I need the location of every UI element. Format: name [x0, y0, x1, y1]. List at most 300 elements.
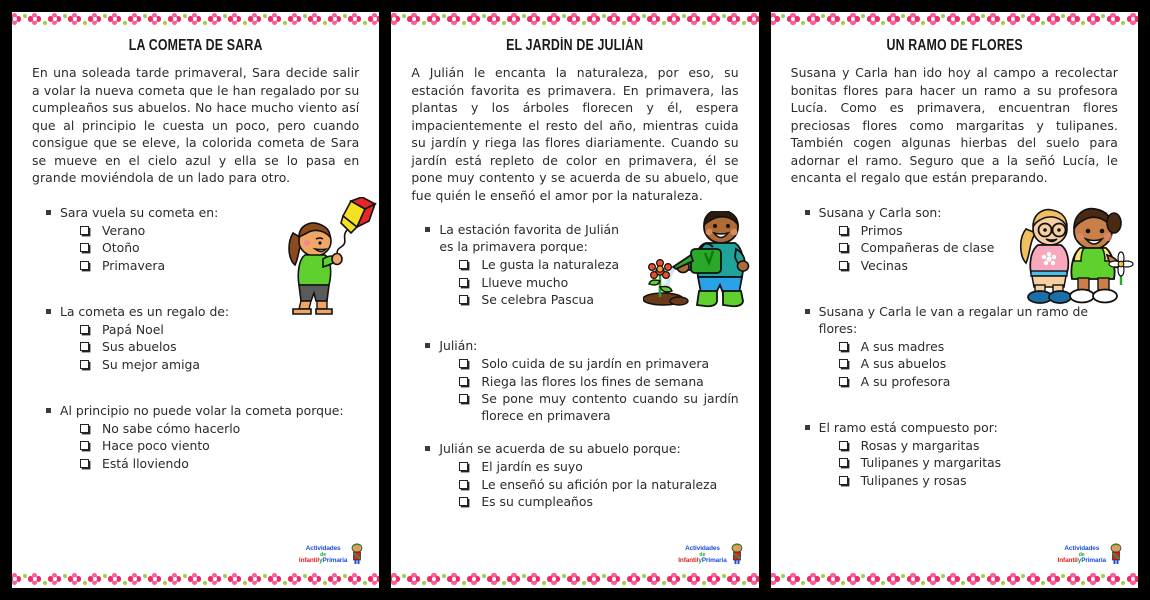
checkbox-icon[interactable]: [839, 226, 848, 235]
flower-icon: [627, 573, 640, 586]
flower-icon: [168, 13, 181, 26]
flower-icon: [527, 13, 540, 26]
leaf-dot-icon: [502, 21, 506, 25]
option-row[interactable]: [80, 437, 359, 454]
checkbox-icon[interactable]: [839, 359, 848, 368]
flower-icon: [927, 13, 940, 26]
logo-line-1: Actividades: [1064, 545, 1100, 553]
checkbox-icon[interactable]: [459, 480, 468, 489]
flower-icon: [208, 13, 221, 26]
checkbox-icon[interactable]: [839, 441, 848, 450]
option-row[interactable]: [80, 321, 359, 338]
option-label: Solo cuida de su jardín en primavera: [481, 356, 710, 371]
flower-icon: [627, 13, 640, 26]
checkbox-icon[interactable]: [80, 342, 89, 351]
question-stem-text: La cometa es un regalo de:: [60, 303, 230, 319]
flower-icon: [308, 13, 321, 26]
checkbox-icon[interactable]: [459, 462, 468, 471]
option-row[interactable]: [839, 355, 1118, 372]
question-block: [32, 402, 359, 472]
leaf-dot-icon: [1081, 581, 1085, 585]
flower-icon: [467, 573, 480, 586]
flower-icon: [567, 13, 580, 26]
leaf-dot-icon: [841, 581, 845, 585]
flower-icon: [48, 13, 61, 26]
worksheet-card-1: [12, 12, 379, 588]
leaf-dot-icon: [1121, 581, 1125, 585]
option-row[interactable]: [80, 338, 359, 355]
leaf-dot-icon: [941, 574, 945, 578]
leaf-dot-icon: [702, 21, 706, 25]
floral-border-top: [771, 12, 1138, 29]
leaf-dot-icon: [961, 581, 965, 585]
flower-icon: [1007, 573, 1020, 586]
flower-icon: [967, 13, 980, 26]
option-row[interactable]: [459, 274, 738, 291]
leaf-dot-icon: [343, 574, 347, 578]
flower-icon: [787, 573, 800, 586]
leaf-dot-icon: [323, 581, 327, 585]
option-label: A su profesora: [860, 373, 951, 389]
flower-icon: [607, 13, 620, 26]
checkbox-icon[interactable]: [459, 295, 468, 304]
floral-border-bottom: [12, 571, 379, 588]
checkbox-icon[interactable]: [839, 243, 848, 252]
leaf-dot-icon: [1001, 581, 1005, 585]
leaf-dot-icon: [781, 14, 785, 18]
leaf-dot-icon: [163, 21, 167, 25]
leaf-dot-icon: [1021, 574, 1025, 578]
flower-icon: [348, 573, 361, 586]
flower-icon: [787, 13, 800, 26]
checkbox-icon[interactable]: [839, 342, 848, 351]
flower-icon: [248, 13, 261, 26]
story-text: Susana y Carla han ido hoy al campo a recolectar bonitas flores para hacer un ramo a su profesora Lucía. Como es primavera, encuentran flores preciosas flores como margaritas y tulipanes. También cogen algunas hierbas del suelo para adornar el ramo. Seguro que a la señó Lucía, le encanta el regalo que están preparando.: [790, 65, 1118, 185]
flower-icon: [727, 573, 740, 586]
option-row[interactable]: [459, 355, 738, 372]
flower-icon: [1107, 13, 1120, 26]
leaf-dot-icon: [43, 581, 47, 585]
question-block: [411, 221, 738, 308]
leaf-dot-icon: [263, 14, 267, 18]
option-row[interactable]: [839, 338, 1118, 355]
option-row[interactable]: [80, 420, 359, 437]
logo-word-y: y: [319, 557, 323, 565]
flower-icon: [427, 13, 440, 26]
leaf-dot-icon: [482, 574, 486, 578]
leaf-dot-icon: [183, 14, 187, 18]
option-label: Está lloviendo: [102, 455, 189, 471]
leaf-dot-icon: [841, 21, 845, 25]
checkbox-icon[interactable]: [459, 497, 468, 506]
leaf-dot-icon: [921, 581, 925, 585]
leaf-dot-icon: [343, 14, 347, 18]
leaf-dot-icon: [1041, 581, 1045, 585]
option-label: Tulipanes y margaritas: [860, 455, 1002, 470]
checkbox-icon[interactable]: [459, 377, 468, 386]
leaf-dot-icon: [442, 574, 446, 578]
flower-icon: [128, 573, 141, 586]
floral-border-row: [391, 573, 758, 586]
flower-icon: [268, 13, 281, 26]
option-label: A sus madres: [860, 338, 945, 354]
option-label: A sus abuelos: [860, 356, 947, 371]
flower-icon: [328, 13, 341, 26]
leaf-dot-icon: [23, 14, 27, 18]
floral-border-row: [12, 13, 379, 26]
checkbox-icon[interactable]: [459, 359, 468, 368]
floral-border-bottom: [771, 571, 1138, 588]
checkbox-icon[interactable]: [839, 377, 848, 386]
leaf-dot-icon: [981, 14, 985, 18]
flower-icon: [1087, 13, 1100, 26]
option-row[interactable]: [459, 390, 738, 424]
card-body-1: [12, 29, 379, 571]
option-label: Le gusta la naturaleza: [481, 257, 620, 272]
leaf-dot-icon: [143, 574, 147, 578]
option-label: No sabe cómo hacerlo: [102, 420, 241, 436]
flower-icon: [1107, 573, 1120, 586]
checkbox-icon[interactable]: [459, 278, 468, 287]
flower-icon: [887, 13, 900, 26]
leaf-dot-icon: [722, 14, 726, 18]
flower-icon: [391, 13, 400, 26]
flower-icon: [1067, 13, 1080, 26]
flower-icon: [807, 13, 820, 26]
flower-icon: [148, 13, 161, 26]
flower-icon: [1127, 13, 1138, 26]
checkbox-icon[interactable]: [839, 458, 848, 467]
flower-icon: [148, 573, 161, 586]
question-stem: [46, 204, 359, 221]
question-block: [791, 419, 1118, 489]
logo-word-y: y: [698, 557, 702, 565]
logo-word-infantil: Infantil: [1057, 557, 1078, 565]
logo-line-1: Actividades: [305, 545, 341, 553]
leaf-dot-icon: [1021, 14, 1025, 18]
leaf-dot-icon: [143, 14, 147, 18]
option-row[interactable]: [839, 472, 1118, 489]
option-row[interactable]: [459, 256, 738, 273]
checkbox-icon[interactable]: [80, 360, 89, 369]
option-row[interactable]: [459, 291, 738, 308]
flower-icon: [687, 13, 700, 26]
flower-icon: [88, 13, 101, 26]
leaf-dot-icon: [183, 574, 187, 578]
question-stem-text: Julián se acuerda de su abuelo porque:: [439, 441, 681, 456]
option-label: Verano: [102, 222, 146, 238]
flower-icon: [168, 573, 181, 586]
bullet-icon: [805, 210, 810, 215]
question-stem-text: Sara vuela su cometa en:: [60, 204, 219, 220]
question-stem: [805, 303, 1118, 337]
question-stem: [805, 419, 1118, 436]
flower-icon: [268, 573, 281, 586]
flower-icon: [1027, 13, 1040, 26]
leaf-dot-icon: [23, 574, 27, 578]
checkbox-icon[interactable]: [459, 260, 468, 269]
leaf-dot-icon: [901, 574, 905, 578]
leaf-dot-icon: [462, 21, 466, 25]
floral-border-top: [12, 12, 379, 29]
question-stem: [805, 204, 1118, 221]
flower-icon: [907, 13, 920, 26]
flower-icon: [647, 573, 660, 586]
leaf-dot-icon: [662, 581, 666, 585]
flower-icon: [368, 13, 379, 26]
flower-icon: [547, 573, 560, 586]
leaf-dot-icon: [861, 574, 865, 578]
flower-icon: [348, 13, 361, 26]
leaf-dot-icon: [1081, 21, 1085, 25]
option-row[interactable]: [80, 222, 359, 239]
logo-line-3: [678, 558, 726, 565]
option-row[interactable]: [839, 373, 1118, 390]
flower-icon: [527, 573, 540, 586]
leaf-dot-icon: [821, 574, 825, 578]
leaf-dot-icon: [542, 21, 546, 25]
flower-icon: [1127, 573, 1138, 586]
logo-word-infantil: Infantil: [678, 557, 699, 565]
logo-line-3: [1058, 558, 1106, 565]
leaf-dot-icon: [83, 21, 87, 25]
option-label: Vecinas: [860, 257, 908, 273]
leaf-dot-icon: [662, 21, 666, 25]
leaf-dot-icon: [602, 574, 606, 578]
flower-icon: [487, 13, 500, 26]
checkbox-icon[interactable]: [459, 394, 468, 403]
leaf-dot-icon: [1101, 574, 1105, 578]
leaf-dot-icon: [83, 581, 87, 585]
option-row[interactable]: [839, 222, 1118, 239]
option-row[interactable]: [459, 373, 738, 390]
flower-icon: [108, 13, 121, 26]
flower-icon: [28, 573, 41, 586]
flower-icon: [827, 573, 840, 586]
flower-icon: [507, 13, 520, 26]
flower-icon: [407, 573, 420, 586]
flower-icon: [188, 573, 201, 586]
leaf-dot-icon: [562, 14, 566, 18]
flower-icon: [447, 573, 460, 586]
option-label: Riega las flores los fines de semana: [481, 373, 704, 389]
bullet-icon: [425, 227, 430, 232]
option-label: Tulipanes y rosas: [860, 472, 967, 488]
flower-icon: [667, 573, 680, 586]
logo-word-infantil: Infantil: [298, 557, 320, 565]
option-label: Primavera: [102, 257, 166, 273]
checkbox-icon[interactable]: [80, 424, 89, 433]
flower-icon: [1067, 573, 1080, 586]
flower-icon: [208, 573, 221, 586]
logo-text-block: [1058, 546, 1106, 565]
flower-icon: [1047, 13, 1060, 26]
checkbox-icon[interactable]: [80, 226, 89, 235]
option-row[interactable]: [459, 476, 738, 493]
leaf-dot-icon: [363, 581, 367, 585]
page-title: LA COMETA DE SARA: [128, 37, 263, 54]
floral-border-row: [771, 573, 1138, 586]
flower-icon: [507, 573, 520, 586]
option-label: Su mejor amiga: [102, 356, 200, 372]
question-block: [791, 303, 1118, 390]
story-text: A Julián le encanta la naturaleza, por eso, su estación favorita es primavera. En primavera, las plantas y los árboles florecen y él, espera impacientemente el resto del año, mientras cuida su jardín y riega las flores diariamente. Cuando su jardín está repleto de color en primavera, él se pone muy contento y se acuerda de su abuelo, que fue quién le enseñó el amor por la naturaleza.: [411, 65, 739, 203]
flower-icon: [667, 13, 680, 26]
leaf-dot-icon: [482, 14, 486, 18]
option-row[interactable]: [80, 239, 359, 256]
option-label: El jardín es suyo: [481, 459, 583, 474]
leaf-dot-icon: [442, 14, 446, 18]
flower-icon: [847, 13, 860, 26]
leaf-dot-icon: [881, 581, 885, 585]
leaf-dot-icon: [1121, 21, 1125, 25]
bullet-icon: [805, 425, 810, 430]
logo-text-block: [299, 546, 347, 565]
checkbox-icon[interactable]: [80, 325, 89, 334]
leaf-dot-icon: [921, 21, 925, 25]
flower-icon: [12, 573, 21, 586]
option-label: Llueve mucho: [481, 274, 569, 290]
flower-icon: [48, 573, 61, 586]
leaf-dot-icon: [363, 21, 367, 25]
flower-icon: [391, 573, 400, 586]
leaf-dot-icon: [682, 14, 686, 18]
leaf-dot-icon: [163, 581, 167, 585]
flower-icon: [487, 573, 500, 586]
leaf-dot-icon: [981, 574, 985, 578]
questions-list-2: [411, 212, 738, 517]
option-label: Sus abuelos: [102, 339, 177, 354]
flower-icon: [887, 573, 900, 586]
leaf-dot-icon: [781, 574, 785, 578]
option-label: Compañeras de clase: [860, 240, 995, 255]
floral-border-top: [391, 12, 758, 29]
bullet-icon: [46, 210, 51, 215]
flower-icon: [308, 573, 321, 586]
option-row[interactable]: [839, 454, 1118, 471]
leaf-dot-icon: [881, 21, 885, 25]
option-row[interactable]: [459, 458, 738, 475]
option-label: Hace poco viento: [102, 438, 210, 453]
leaf-dot-icon: [522, 574, 526, 578]
option-row[interactable]: [839, 239, 1118, 256]
checkbox-icon[interactable]: [80, 243, 89, 252]
leaf-dot-icon: [742, 581, 746, 585]
logo-mascot-icon: [729, 543, 745, 565]
card-body-3: [771, 29, 1138, 571]
flower-icon: [427, 573, 440, 586]
leaf-dot-icon: [103, 574, 107, 578]
question-block: [32, 303, 359, 373]
card-body-2: [391, 29, 758, 571]
question-block: [791, 204, 1118, 274]
flower-icon: [288, 573, 301, 586]
checkbox-icon[interactable]: [80, 441, 89, 450]
leaf-dot-icon: [243, 21, 247, 25]
leaf-dot-icon: [1041, 21, 1045, 25]
logo-text-block: [678, 546, 726, 565]
leaf-dot-icon: [203, 581, 207, 585]
leaf-dot-icon: [1101, 14, 1105, 18]
flower-icon: [567, 573, 580, 586]
leaf-dot-icon: [602, 14, 606, 18]
flower-icon: [1047, 573, 1060, 586]
flower-icon: [771, 573, 780, 586]
leaf-dot-icon: [103, 14, 107, 18]
flower-icon: [467, 13, 480, 26]
flower-icon: [587, 573, 600, 586]
floral-border-bottom: [391, 571, 758, 588]
question-stem-text: Susana y Carla son:: [818, 204, 942, 220]
flower-icon: [867, 573, 880, 586]
option-row[interactable]: [459, 493, 738, 510]
leaf-dot-icon: [263, 574, 267, 578]
logo-mascot-icon: [349, 543, 365, 565]
leaf-dot-icon: [542, 581, 546, 585]
leaf-dot-icon: [722, 574, 726, 578]
question-stem: [46, 303, 359, 320]
question-block: [411, 337, 738, 424]
checkbox-icon[interactable]: [80, 459, 89, 468]
option-row[interactable]: [80, 257, 359, 274]
flower-icon: [607, 573, 620, 586]
flower-icon: [987, 13, 1000, 26]
logo-word-primaria: Primaria: [1081, 557, 1106, 565]
option-row[interactable]: [80, 455, 359, 472]
leaf-dot-icon: [622, 581, 626, 585]
flower-icon: [967, 573, 980, 586]
leaf-dot-icon: [702, 581, 706, 585]
flower-icon: [987, 573, 1000, 586]
question-block: [411, 440, 738, 510]
flower-icon: [587, 13, 600, 26]
flower-icon: [407, 13, 420, 26]
leaf-dot-icon: [203, 21, 207, 25]
flower-icon: [128, 13, 141, 26]
flower-icon: [907, 573, 920, 586]
site-logo: [299, 543, 365, 565]
leaf-dot-icon: [642, 14, 646, 18]
worksheet-card-3: [771, 12, 1138, 588]
leaf-dot-icon: [283, 581, 287, 585]
bullet-icon: [425, 446, 430, 451]
flower-icon: [1027, 573, 1040, 586]
checkbox-icon[interactable]: [839, 261, 848, 270]
flower-icon: [847, 573, 860, 586]
option-row[interactable]: [80, 356, 359, 373]
leaf-dot-icon: [123, 581, 127, 585]
flower-icon: [727, 13, 740, 26]
leaf-dot-icon: [742, 21, 746, 25]
option-row[interactable]: [839, 257, 1118, 274]
flower-icon: [68, 573, 81, 586]
question-block: [32, 204, 359, 274]
leaf-dot-icon: [1061, 14, 1065, 18]
questions-list-1: [32, 195, 359, 479]
flower-icon: [647, 13, 660, 26]
leaf-dot-icon: [1061, 574, 1065, 578]
checkbox-icon[interactable]: [80, 261, 89, 270]
option-label: Primos: [860, 222, 903, 238]
logo-line-2: de: [1078, 551, 1085, 558]
option-label: Le enseñó su afición por la naturaleza: [481, 476, 718, 492]
leaf-dot-icon: [63, 14, 67, 18]
leaf-dot-icon: [1001, 21, 1005, 25]
checkbox-icon[interactable]: [839, 476, 848, 485]
flower-icon: [1087, 573, 1100, 586]
option-row[interactable]: [839, 437, 1118, 454]
option-label: Papá Noel: [102, 321, 164, 337]
